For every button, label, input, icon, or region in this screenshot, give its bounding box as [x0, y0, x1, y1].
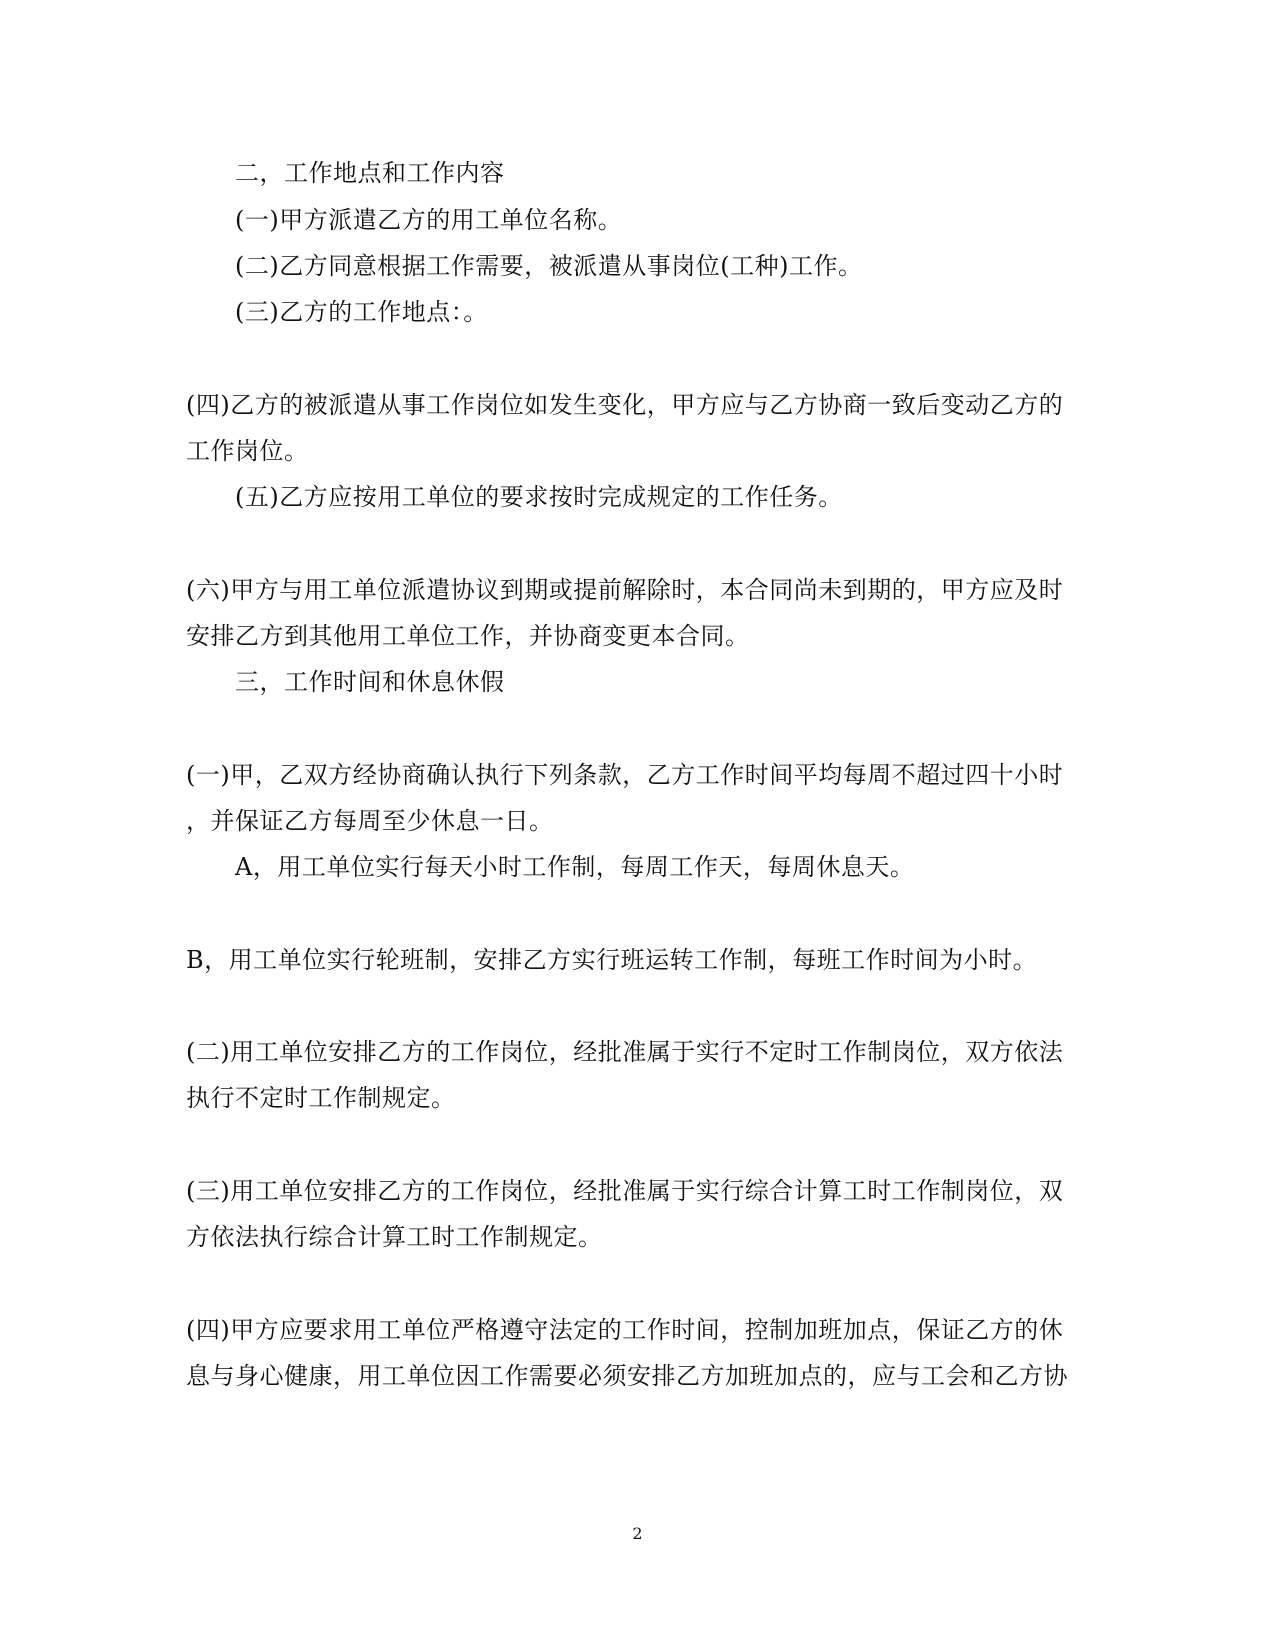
- clause-line-continued: ，并保证乙方每周至少休息一日。: [186, 807, 554, 835]
- clause-line-continued: 工作岗位。: [186, 437, 309, 465]
- clause-line: (二)乙方同意根据工作需要，被派遣从事岗位(工种)工作。: [235, 252, 863, 280]
- clause-line: (二)用工单位安排乙方的工作岗位，经批准属于实行不定时工作制岗位，双方依法: [186, 1038, 1064, 1066]
- clause-option-b: B，用工单位实行轮班制，安排乙方实行班运转工作制，每班工作时间为小时。: [186, 946, 1038, 974]
- page-number: 2: [632, 1524, 643, 1543]
- clause-line-continued: 安排乙方到其他用工单位工作，并协商变更本合同。: [186, 622, 750, 650]
- clause-option-a: A，用工单位实行每天小时工作制，每周工作天，每周休息天。: [235, 853, 915, 881]
- clause-line: (四)乙方的被派遣从事工作岗位如发生变化，甲方应与乙方协商一致后变动乙方的: [186, 391, 1064, 419]
- clause-line: (三)用工单位安排乙方的工作岗位，经批准属于实行综合计算工时工作制岗位，双: [186, 1177, 1064, 1205]
- section-heading-work-location: 二，工作地点和工作内容: [235, 159, 505, 187]
- clause-line: (一)甲方派遣乙方的用工单位名称。: [235, 206, 623, 234]
- clause-line: (五)乙方应按用工单位的要求按时完成规定的工作任务。: [235, 483, 843, 511]
- clause-line: (一)甲，乙双方经协商确认执行下列条款，乙方工作时间平均每周不超过四十小时: [186, 761, 1064, 789]
- section-heading-work-time: 三，工作时间和休息休假: [235, 668, 505, 696]
- clause-line-continued: 执行不定时工作制规定。: [186, 1084, 456, 1112]
- clause-line: (六)甲方与用工单位派遣协议到期或提前解除时，本合同尚未到期的，甲方应及时: [186, 576, 1064, 604]
- clause-line-continued: 息与身心健康，用工单位因工作需要必须安排乙方加班加点的，应与工会和乙方协: [186, 1362, 1068, 1390]
- clause-line: (三)乙方的工作地点：。: [235, 298, 488, 326]
- clause-line: (四)甲方应要求用工单位严格遵守法定的工作时间，控制加班加点，保证乙方的休: [186, 1316, 1064, 1344]
- clause-line-continued: 方依法执行综合计算工时工作制规定。: [186, 1223, 603, 1251]
